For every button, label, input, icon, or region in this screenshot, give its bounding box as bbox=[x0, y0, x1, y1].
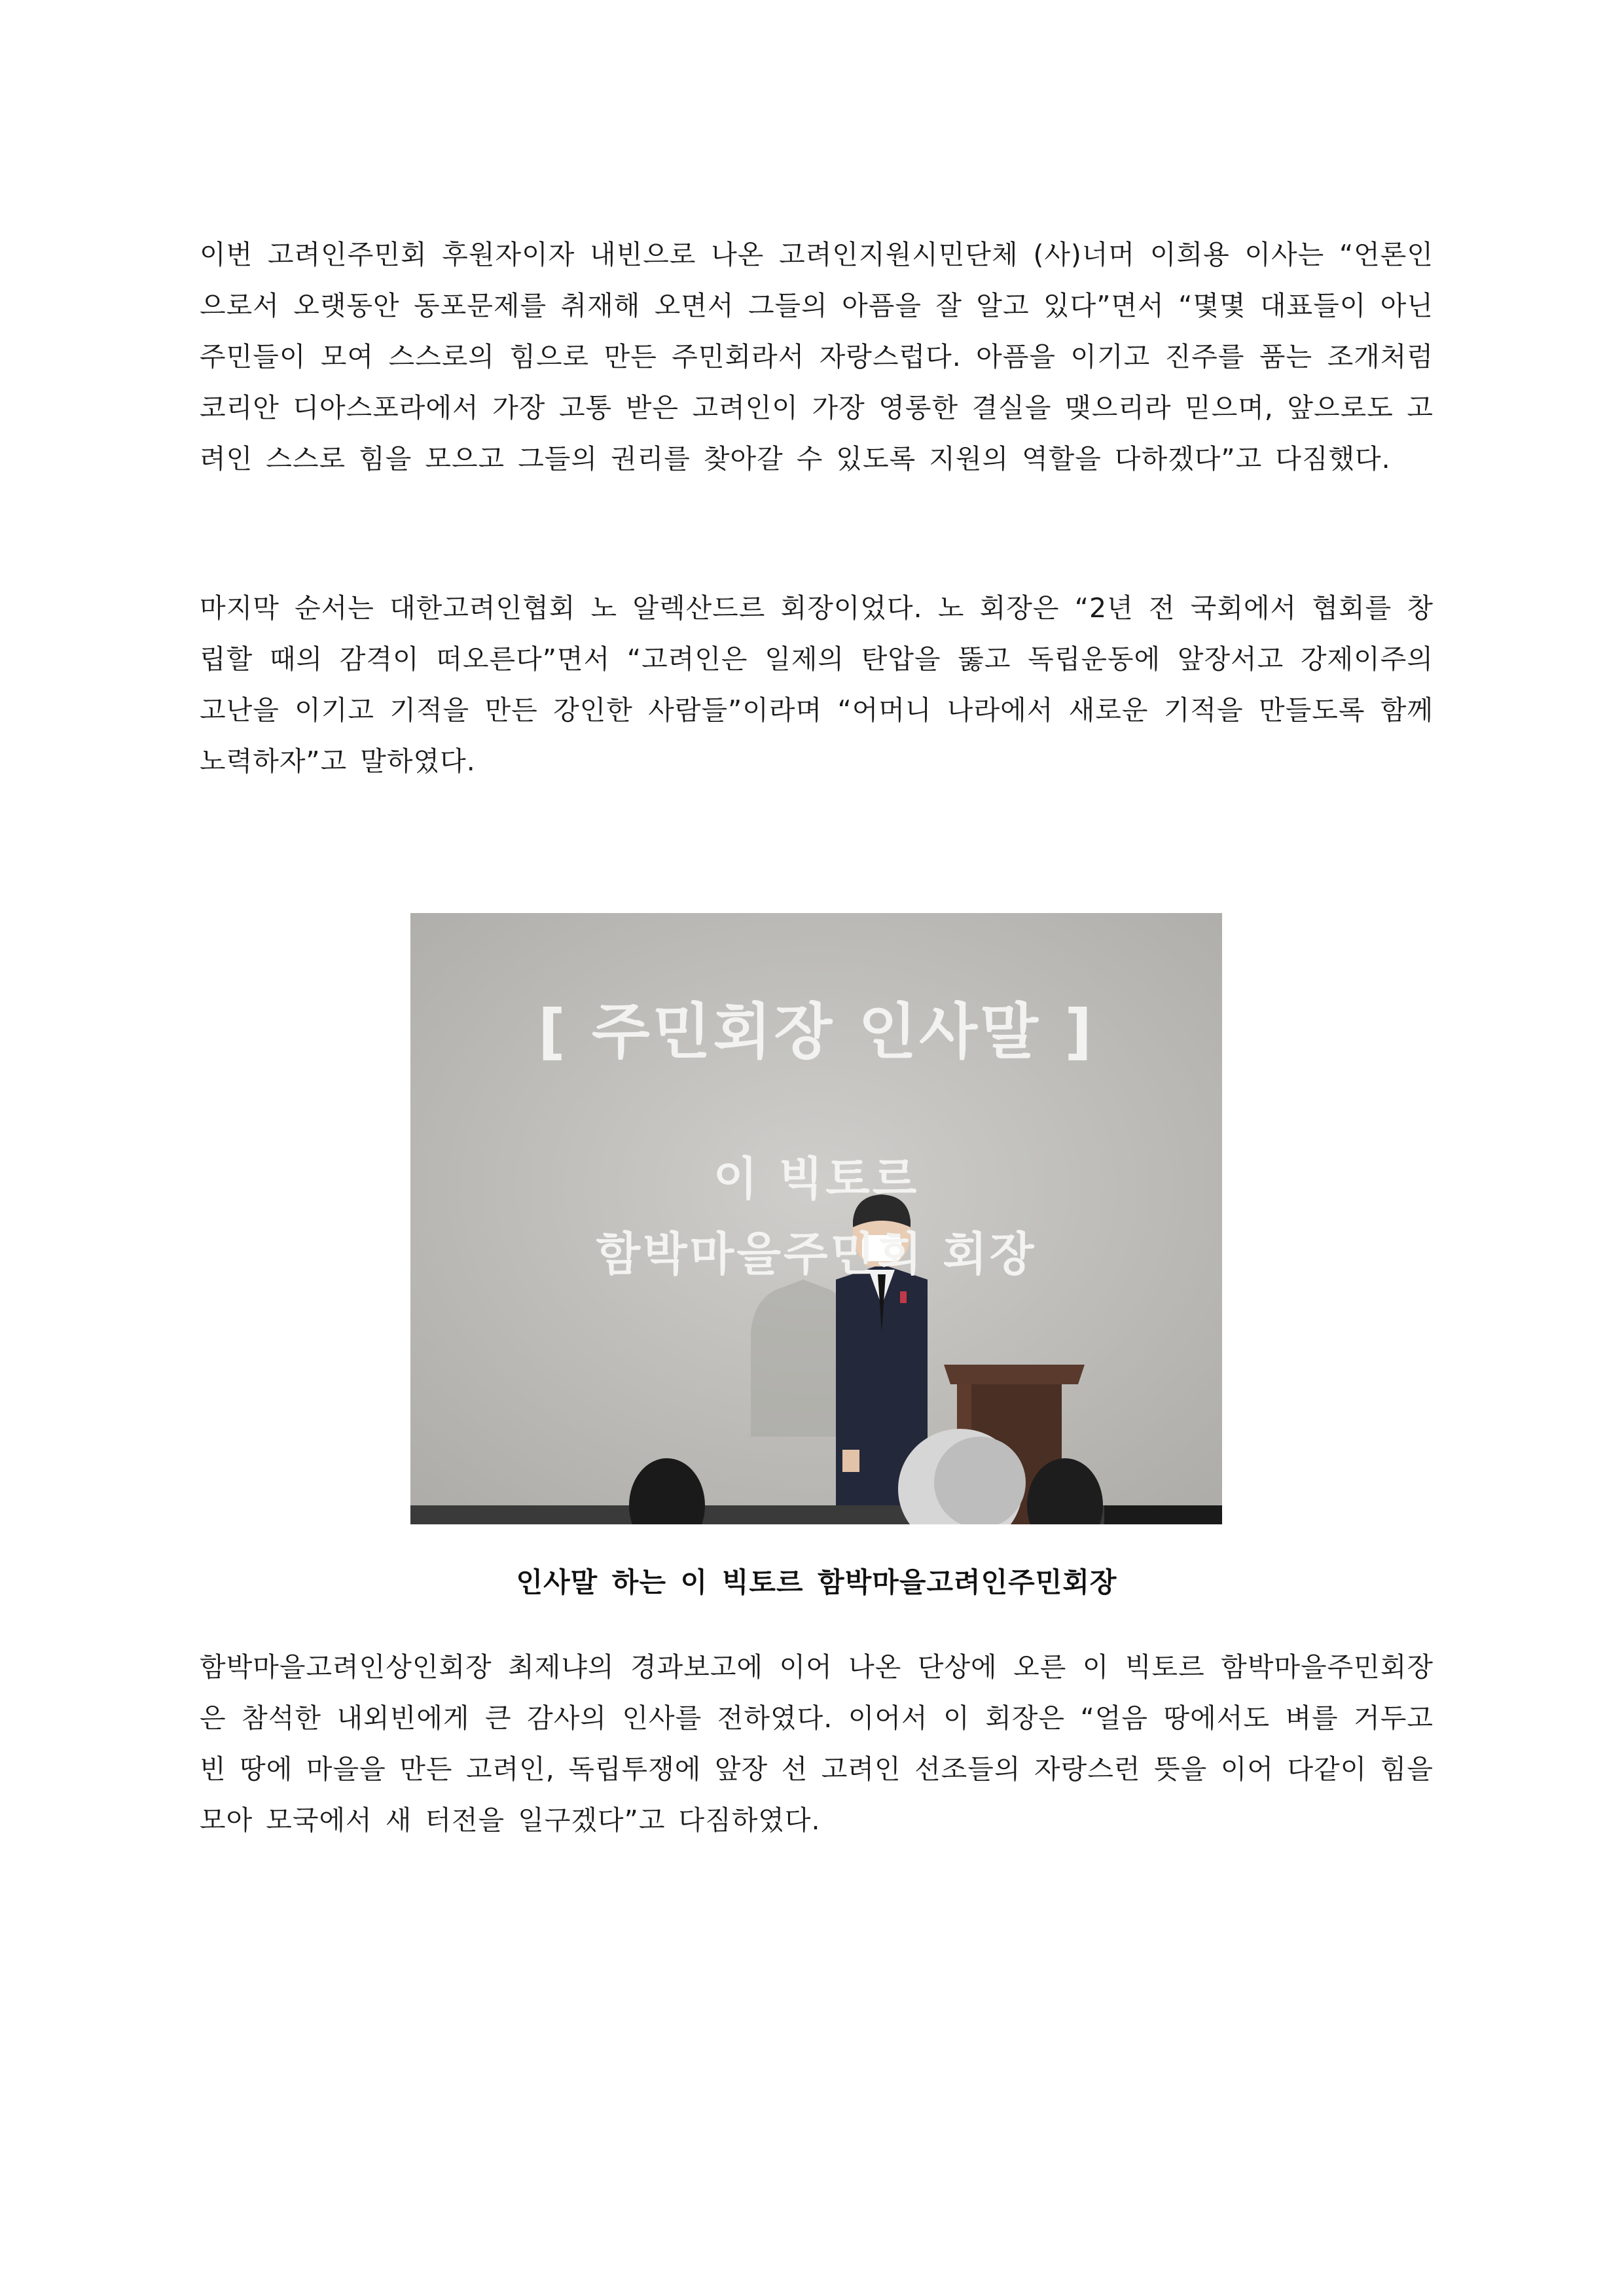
screen-title: [ 주민회장 인사말 ] bbox=[537, 997, 1095, 1067]
article-paragraph-2: 마지막 순서는 대한고려인협회 노 알렉산드르 회장이었다. 노 회장은 “2년 전 국회에서 협회를 창립할 때의 감격이 떠오른다”면서 “고려인은 일제의 탄압을 뚫고 독립운동에 앞장서고 강제이주의 고난을 이기고 기적을 만든 강인한 사람들”이라며 “어머니 나라에서 새로운 기적을 만들도록 함께 노력하자”고 말하였다. bbox=[200, 592, 1434, 777]
article-paragraph-1: 이번 고려인주민회 후원자이자 내빈으로 나온 고려인지원시민단체 (사)너머 이희용 이사는 “언론인으로서 오랫동안 동포문제를 취재해 오면서 그들의 아픔을 잘 알고 있다”면서 “몇몇 대표들이 아닌 주민들이 모여 스스로의 힘으로 만든 주민회라서 자랑스럽다. 아픔을 이기고 진주를 품는 조개처럼 코리안 디아스포라에서 가장 고통 받은 고려인이 가장 영롱한 결실을 맺으리라 믿으며, 앞으로도 고려인 스스로 힘을 모으고 그들의 권리를 찾아갈 수 있도록 지원의 역할을 다하겠다”고 다짐했다. bbox=[200, 239, 1434, 475]
article-paragraph-3: 함박마을고려인상인회장 최제냐의 경과보고에 이어 나온 단상에 오른 이 빅토르 함박마을주민회장은 참석한 내외빈에게 큰 감사의 인사를 전하였다. 이어서 이 회장은 “얼음 땅에서도 벼를 거두고 빈 땅에 마을을 만든 고려인, 독립투쟁에 앞장 선 고려인 선조들의 자랑스런 뜻을 이어 다같이 힘을 모아 모국에서 새 터전을 일구겠다”고 다짐하였다. bbox=[200, 1651, 1434, 1836]
screen-speaker-role: 함박마을주민회 회장 bbox=[596, 1227, 1037, 1281]
screen-speaker-name: 이 빅토르 bbox=[713, 1152, 920, 1206]
event-photo bbox=[410, 913, 1222, 1524]
photo-caption: 인사말 하는 이 빅토르 함박마을고려인주민회장 bbox=[516, 1566, 1117, 1598]
